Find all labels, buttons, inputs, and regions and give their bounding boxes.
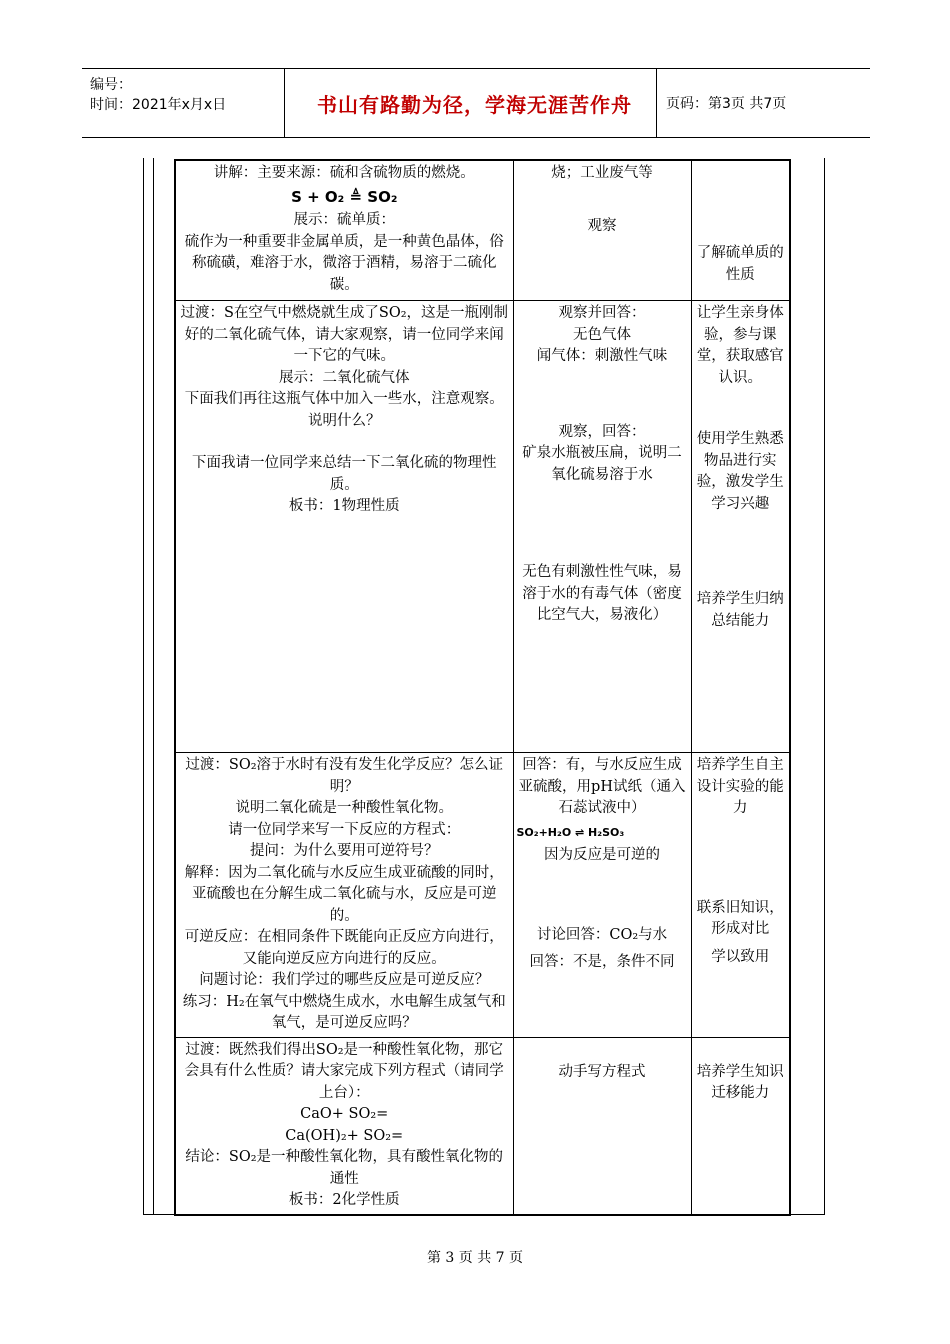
purpose-text: 联系旧知识，形成对比 [696, 899, 784, 937]
purpose-text: 使用学生熟悉物品进行实验，激发学生学习兴趣 [696, 431, 784, 512]
equation-so2-h2o: SO₂+H₂O ⇌ H₂SO₃ [516, 825, 625, 839]
purpose-text: 培养学生归纳总结能力 [696, 591, 784, 629]
doc-date-label: 时间：2021年x月x日 [90, 97, 227, 113]
teacher-text: 讲解：主要来源：硫和含硫物质的燃烧。 [213, 165, 475, 181]
frame-right [824, 158, 825, 1214]
teacher-text: 展示：硫单质： [293, 212, 395, 228]
teacher-cell [175, 301, 513, 753]
teacher-cell [175, 1037, 513, 1215]
table-row [175, 301, 790, 753]
student-cell [513, 301, 691, 753]
student-text: 回答：有，与水反应生成亚硫酸，用pH试纸（通入石蕊试液中） [518, 757, 686, 816]
teacher-text: 请一位同学来写一下反应的方程式： [228, 821, 461, 838]
teacher-text: 硫作为一种重要非金属单质，是一种黄色晶体，俗称硫磺，难溶于水，微溶于酒精，易溶于二硫化碳。 [184, 233, 504, 293]
student-text: 动手写方程式 [558, 1063, 646, 1080]
teacher-text: 过渡：既然我们得出SO₂是一种酸性氧化物，那它会具有什么性质？请大家完成下列方程式（请同学上台）： [184, 1041, 504, 1101]
student-cell [513, 753, 691, 1038]
purpose-cell [691, 753, 790, 1038]
purpose-text: 让学生亲身体验，参与课堂，获取感官认识。 [696, 305, 784, 386]
purpose-text: 培养学生自主设计实验的能力 [696, 757, 784, 816]
student-text: 烧；工业废气等 [551, 165, 653, 181]
purpose-text: 培养学生知识迁移能力 [696, 1063, 784, 1101]
teacher-text: 练习：H₂在氧气中燃烧生成水，水电解生成氢气和氧气，是可逆反应吗？ [182, 993, 506, 1031]
page-footer: 第 3 页 共 7 页 [426, 1250, 524, 1266]
teacher-text: Ca(OH)₂+ SO₂= [285, 1127, 404, 1144]
student-text: 闻气体：刺激性气味 [536, 348, 668, 364]
teacher-text: 板书：2化学性质 [288, 1192, 400, 1208]
student-text: 观察 [587, 217, 617, 234]
teacher-text: 说明二氧化硫是一种酸性氧化物。 [235, 800, 453, 816]
teacher-text: 问题讨论：我们学过的哪些反应是可逆反应？ [199, 972, 490, 988]
table-row [175, 753, 790, 1038]
teacher-text: 板书：1物理性质 [288, 498, 400, 514]
teacher-text: 可逆反应：在相同条件下既能向正反应方向进行，又能向逆反应方向进行的反应。 [184, 929, 504, 967]
doc-number-label: 编号： [90, 77, 132, 93]
lesson-table [174, 159, 791, 1216]
purpose-text: 了解硫单质的性质 [696, 245, 784, 283]
teacher-text: CaO+ SO₂= [300, 1106, 389, 1122]
header-motto: 书山有路勤为径，学海无涯苦作舟 [317, 92, 632, 117]
teacher-text: 下面我请一位同学来总结一下二氧化硫的物理性质。 [192, 455, 497, 493]
purpose-cell [691, 1037, 790, 1215]
teacher-cell [175, 160, 513, 301]
teacher-text: 结论：SO₂是一种酸性氧化物，具有酸性氧化物的通性 [185, 1149, 504, 1187]
student-text: 讨论回答：CO₂与水 [536, 926, 668, 943]
student-text: 因为反应是可逆的 [544, 847, 660, 863]
teacher-text: 过渡：SO₂溶于水时有没有发生化学反应？怎么证明？ [185, 757, 504, 795]
student-text: 矿泉水瓶被压扁，说明二氧化硫易溶于水 [522, 445, 682, 483]
teacher-cell [175, 753, 513, 1038]
purpose-cell [691, 301, 790, 753]
teacher-text: 展示：二氧化硫气体 [279, 369, 410, 386]
frame-left-outer [143, 158, 144, 1214]
student-text: 无色气体 [573, 326, 631, 343]
student-text: 无色有刺激性性气味，易溶于水的有毒气体（密度比空气大，易液化） [522, 564, 682, 623]
header-meta [90, 75, 226, 115]
student-cell [513, 160, 691, 301]
student-text: 观察，回答： [558, 423, 646, 440]
teacher-text: 解释：因为二氧化硫与水反应生成亚硫酸的同时，亚硫酸也在分解生成二氧化硫与水，反应是可逆的。 [184, 864, 504, 924]
table-row [175, 160, 790, 301]
frame-left-inner [153, 158, 154, 1214]
student-text: 观察并回答： [558, 305, 646, 321]
teacher-text: 过渡：S在空气中燃烧就生成了SO₂，这是一瓶刚制好的二氧化硫气体，请大家观察，请一位同学来闻一下它的气味。 [180, 305, 509, 364]
teacher-text: 提问：为什么要用可逆符号？ [250, 843, 439, 859]
table-row [175, 1037, 790, 1215]
equation-s-o2: S + O₂ ≜ SO₂ [291, 187, 398, 206]
teacher-text: 下面我们再往这瓶气体中加入一些水，注意观察。说明什么？ [184, 391, 504, 429]
student-cell [513, 1037, 691, 1215]
purpose-cell [691, 160, 790, 301]
header-page-info: 页码：第3页 共7页 [666, 96, 787, 112]
page-header [82, 68, 870, 138]
student-text: 回答：不是，条件不同 [529, 954, 675, 970]
purpose-text: 学以致用 [711, 948, 770, 965]
